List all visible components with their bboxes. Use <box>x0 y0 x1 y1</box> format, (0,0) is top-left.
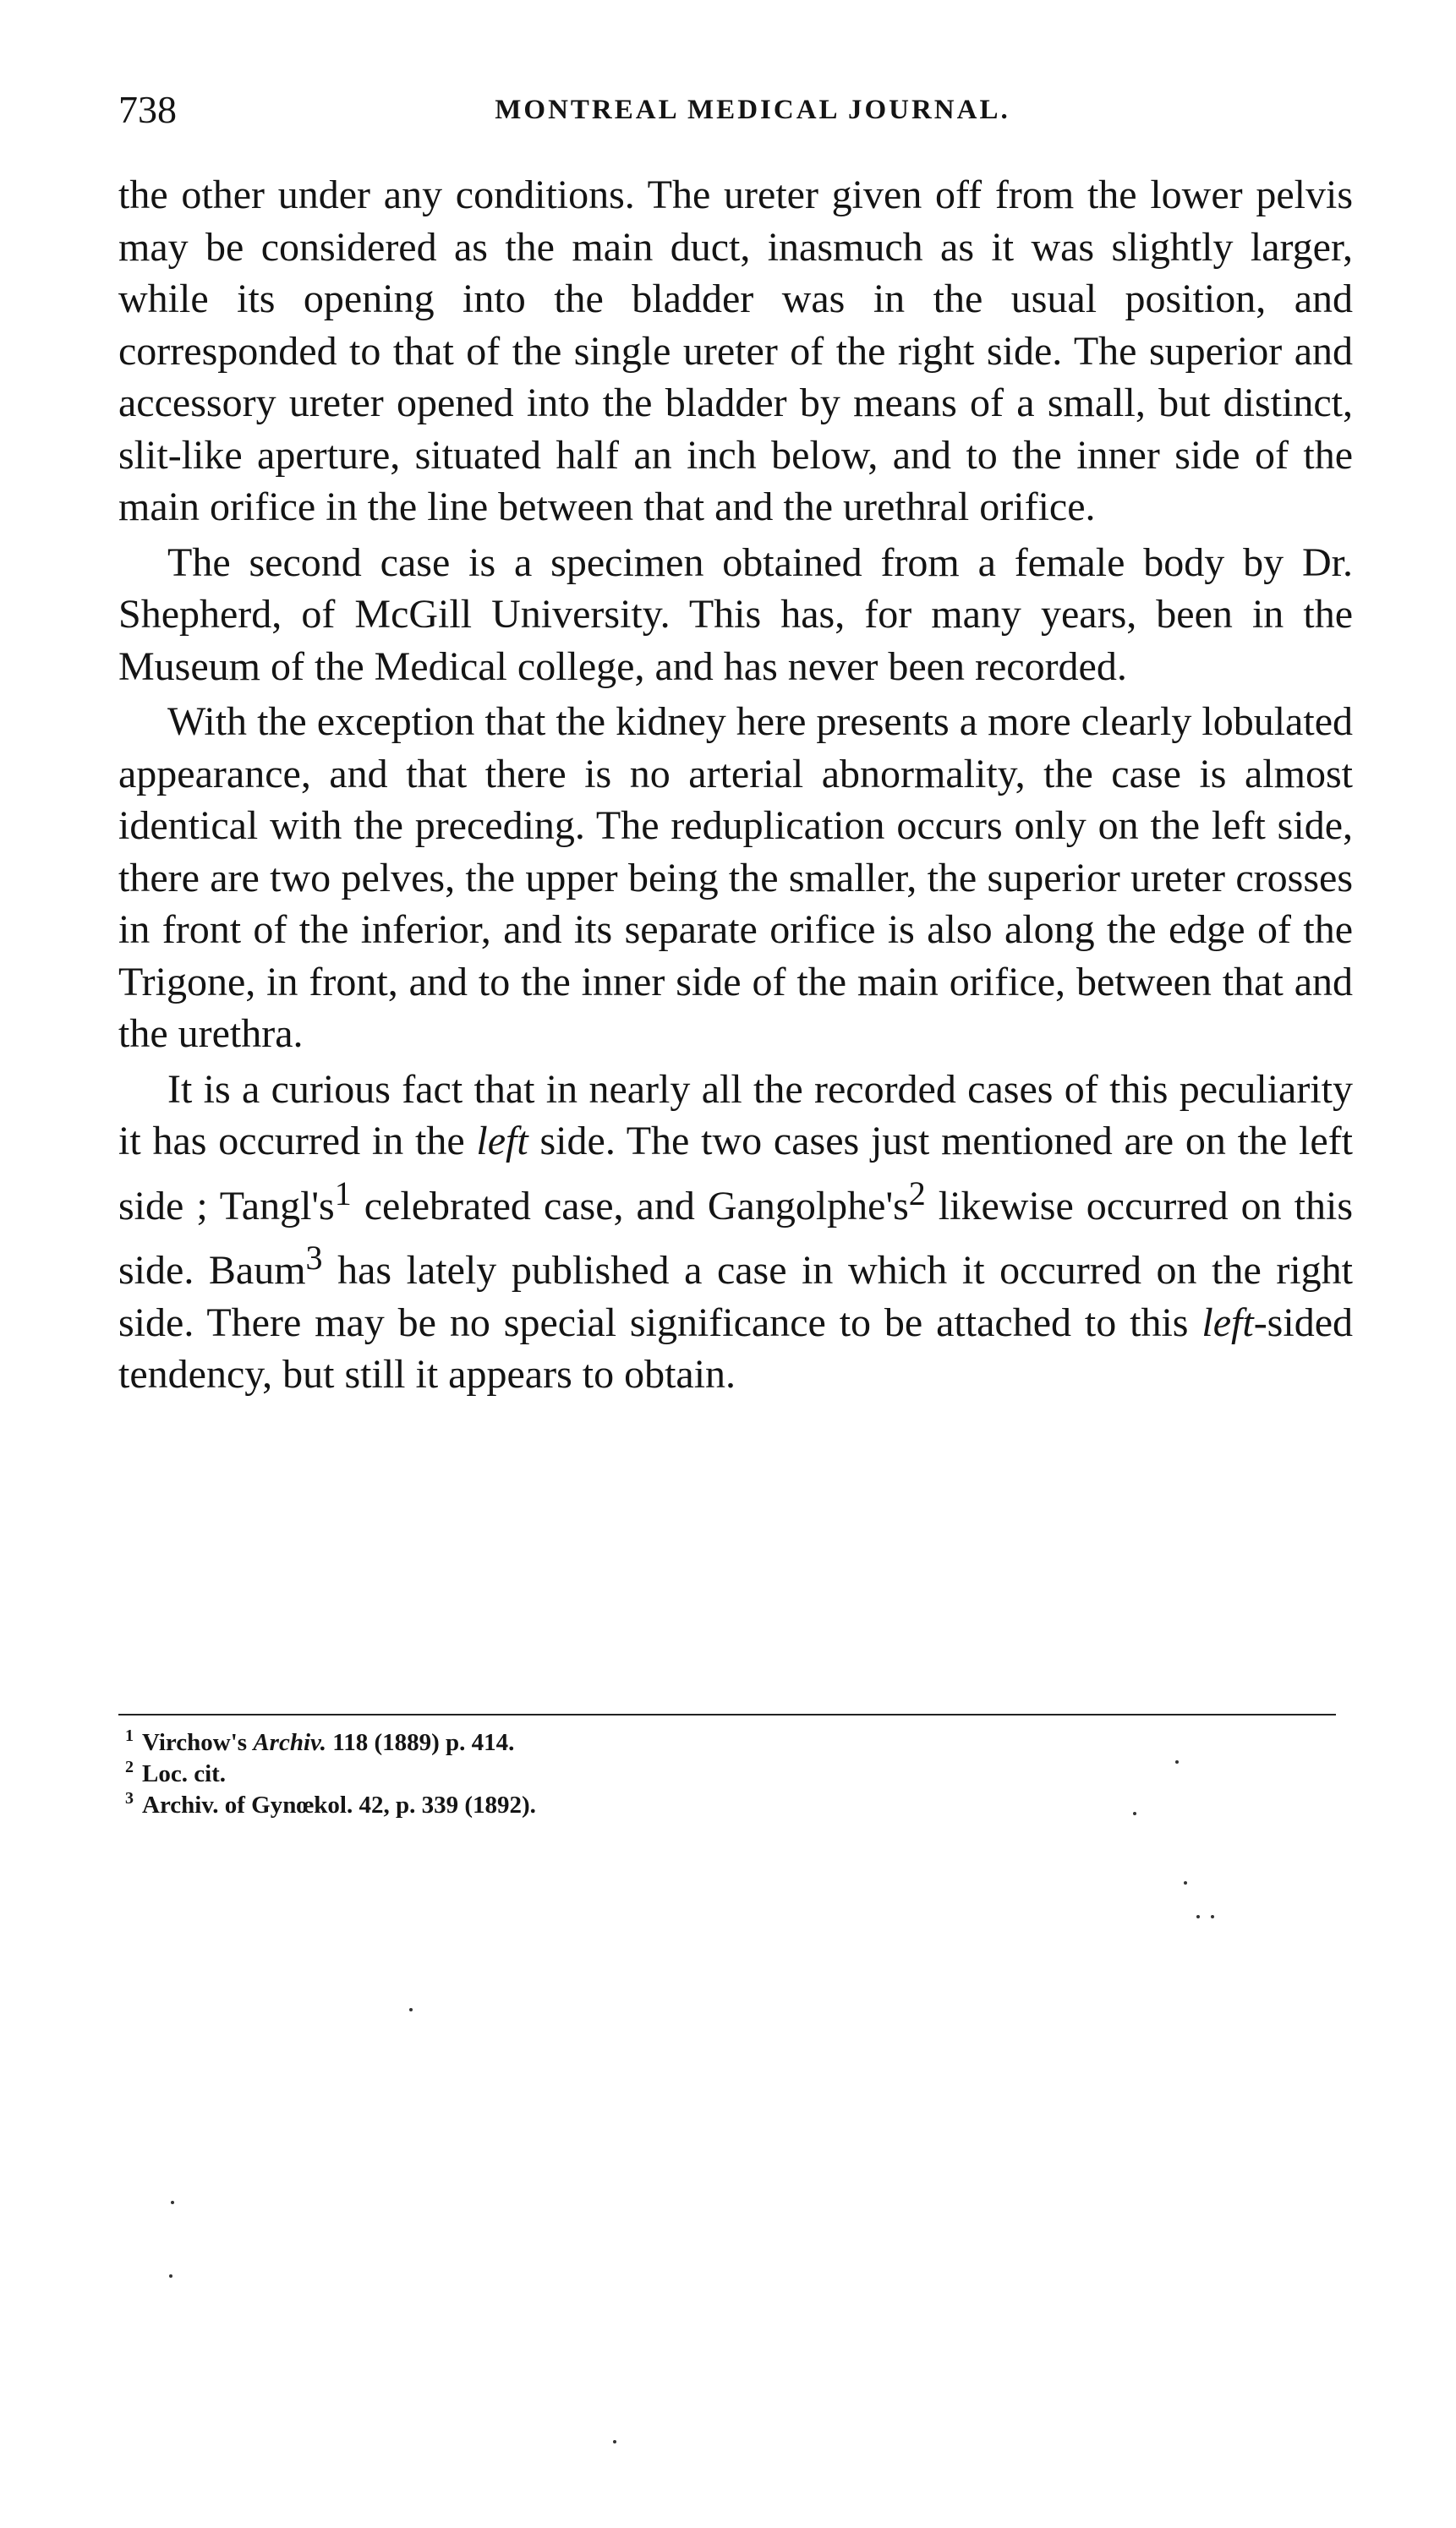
scan-speck <box>613 2440 616 2443</box>
emphasis-left-sided: left <box>1201 1300 1254 1345</box>
paragraph-text: side. The two cases just mentioned are on the left side ; Tangl's <box>118 1119 1354 1228</box>
footnote-text: 118 (1889) p. 414. <box>326 1729 515 1756</box>
scan-speck <box>1175 1760 1179 1764</box>
footnote-text: Archiv. of Gynœkol. 42, p. 339 (1892). <box>142 1792 536 1819</box>
footnote-2: 2 Loc. cit. <box>125 1758 227 1787</box>
scan-speck <box>171 2201 174 2204</box>
paragraph-continued: the other under any conditions. The ureter given off from the lower pelvis may be considered as the main duct, inasmuch as it was slightly larger, while its opening into the bladder was in the usual position, and corresponded to that of the single ureter of the right side. The superior and accessory ureter opened into the bladder by means of a small, but distinct, slit-like aperture, situated half an inch below, and to the inner side of the main orifice in the line between that and the urethral orifice. <box>118 172 1353 529</box>
scan-speck <box>169 2274 172 2278</box>
scan-speck <box>1184 1881 1187 1885</box>
paragraph-left-side <box>118 1064 1353 1401</box>
footnote-reference: 3 <box>305 1239 323 1277</box>
footnotes <box>125 1727 1140 1821</box>
paragraph-text: -sided tendency, but still it appears to obtain. <box>118 1300 1353 1397</box>
footnote-reference: 2 <box>908 1174 926 1212</box>
scan-speck <box>1196 1915 1200 1918</box>
paragraph-text: celebrated case, and Gangolphe's <box>351 1183 909 1228</box>
paragraph-text: likewise occurred on this side. Baum <box>118 1183 1354 1293</box>
paragraph-text: It is a curious fact that in nearly all the recorded cases of this peculiarity it has occurred in the <box>118 1066 1353 1163</box>
scan-speck <box>1211 1915 1214 1918</box>
paragraph-text: has lately published a case in which it occurred on the right side. There may be no special significance to be attached to this <box>118 1248 1353 1345</box>
scan-speck <box>1133 1812 1136 1815</box>
page-header <box>118 85 1353 135</box>
paragraph-second-case: The second case is a specimen obtained from a female body by Dr. Shepherd, of McGill University. This has, for many years, been in the Museum of the Medical college, and has never been recorded. <box>118 539 1353 689</box>
footnote-italic: Archiv. <box>253 1729 327 1756</box>
emphasis-left: left <box>476 1119 528 1163</box>
footnote-reference: 1 <box>334 1174 352 1212</box>
running-head: MONTREAL MEDICAL JOURNAL. <box>495 95 1010 125</box>
scan-speck <box>409 2008 413 2011</box>
body-text <box>118 169 1353 1404</box>
page-number: 738 <box>118 88 177 131</box>
footnote-text: Loc. cit. <box>142 1760 227 1787</box>
footnote-rule <box>118 1714 1336 1715</box>
footnote-1: 1 Virchow's Archiv. 118 (1889) p. 414. <box>125 1726 515 1756</box>
footnote-text: Virchow's <box>142 1729 254 1756</box>
paragraph-exception: With the exception that the kidney here presents a more clearly lobulated appearance, and that there is no arterial abnormality, the case is almost identical with the preceding. The reduplication occurs only on the left side, there are two pelves, the upper being the smaller, the superior ureter crosses in front of the inferior, and its separate orifice is also along the edge of the Trigone, in front, and to the inner side of the main orifice, between that and the urethra. <box>118 699 1353 1056</box>
footnote-3: 3 Archiv. of Gynœkol. 42, p. 339 (1892). <box>125 1789 536 1819</box>
